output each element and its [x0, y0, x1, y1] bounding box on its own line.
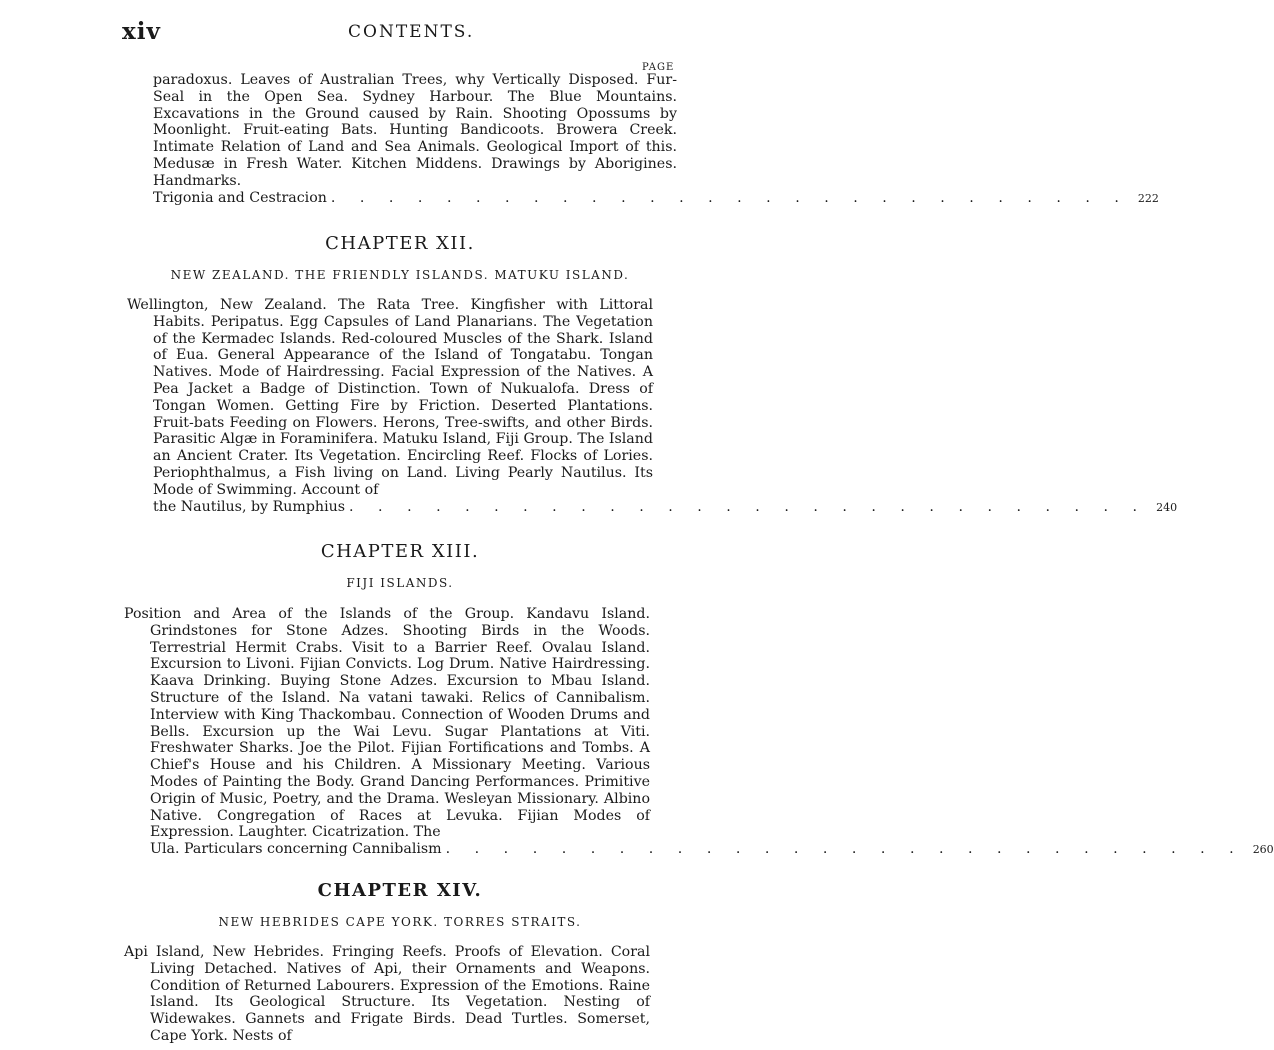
entry-last-line	[153, 189, 1159, 208]
chapter-heading: CHAPTER XIII.	[320, 541, 480, 562]
page-reference: 222	[1137, 191, 1159, 205]
entry-last-text: Trigonia and Cestracion	[153, 189, 327, 206]
entry-body: Wellington, New Zealand. The Rata Tree. Kingfisher with Littoral Habits. Peripatus. Egg Capsules of Land Planarians. The Vegetation of the Kermadec Islands. Red-coloured Muscles of the Shark. Island of Eua. General Appearance of the Island of Tongatabu. Tongan Natives. Mode of Hairdressing. Facial Expression of the Natives. A Pea Jacket a Badge of Distinction. Town of Nukualofa. Dress of Tongan Women. Getting Fire by Friction. Deserted Plantations. Fruit-bats Feeding on Flowers. Herons, Tree-swifts, and other Birds. Parasitic Algæ in Foraminifera. Matuku Island, Fiji Group. The Island an Ancient Crater. Its Vegetation. Encircling Reef. Flocks of Lories. Periophthalmus, a Fish living on Land. Living Pearly Nautilus. Its Mode of Swimming. Account of	[127, 297, 653, 498]
chapter-heading: CHAPTER XII.	[325, 233, 475, 254]
page-reference: 240	[1156, 500, 1178, 514]
entry-body: Api Island, New Hebrides. Fringing Reefs. Proofs of Elevation. Coral Living Detached. Natives of Api, their Ornaments and Weapons. Condition of Returned Labourers. Expression of the Emotions. Raine Island. Its Geological Structure. Its Vegetation. Nesting of Widewakes. Gannets and Frigate Birds. Dead Turtles. Somerset, Cape York. Nests of	[124, 944, 650, 1044]
entry-last-text: Ula. Particulars concerning Cannibalism	[150, 841, 442, 858]
page-column-label: PAGE	[642, 62, 675, 73]
running-title: CONTENTS.	[348, 22, 475, 42]
entry-body: Position and Area of the Islands of the Group. Kandavu Island. Grindstones for Stone Adzes. Shooting Birds in the Woods. Terrestrial Hermit Crabs. Visit to a Barrier Reef. Ovalau Island. Excursion to Livoni. Fijian Convicts. Log Drum. Native Hairdressing. Kaava Drinking. Buying Stone Adzes. Excursion to Mbau Island. Structure of the Island. Na vatani tawaki. Relics of Cannibalism. Interview with King Thackombau. Connection of Wooden Drums and Bells. Excursion up the Wai Levu. Sugar Plantations at Viti. Freshwater Sharks. Joe the Pilot. Fijian Fortifications and Tombs. A Chief's House and his Children. A Missionary Meeting. Various Modes of Painting the Body. Grand Dancing Performances. Primitive Origin of Music, Poetry, and the Drama. Wesleyan Missionary. Albino Native. Congregation of Races at Levuka. Fijian Modes of Expression. Laughter. Cicatrization. The	[124, 606, 650, 841]
dot-leaders: . . . . . . . . . . . . . . . . . . . . . . . . . . . .	[445, 841, 1244, 858]
chapter-subtitle: FIJI ISLANDS.	[346, 576, 454, 590]
chapter-heading: CHAPTER XIV.	[317, 880, 483, 901]
chapter-xiii-synopsis	[124, 606, 1274, 859]
dot-leaders: . . . . . . . . . . . . . . . . . . . . . . . . . . . .	[330, 189, 1129, 206]
page-header	[0, 14, 800, 44]
entry-last-line	[150, 841, 1274, 859]
entry-last-text: the Nautilus, by Rumphius	[153, 498, 346, 515]
page-number: xiv	[122, 18, 161, 45]
entry-last-line	[153, 498, 1178, 517]
chapter-xiv-synopsis	[124, 944, 650, 1045]
entry-body: paradoxus. Leaves of Australian Trees, why Vertically Disposed. Fur-Seal in the Open Sea. Sydney Harbour. The Blue Mountains. Excavations in the Ground caused by Rain. Shooting Opossums by Moonlight. Fruit-eating Bats. Hunting Bandicoots. Browera Creek. Intimate Relation of Land and Sea Animals. Geological Import of this. Medusæ in Fresh Water. Kitchen Middens. Drawings by Aborigines. Handmarks.	[153, 72, 677, 189]
page-reference: 260	[1252, 843, 1274, 857]
chapter-xi-continuation	[153, 72, 1159, 207]
dot-leaders: . . . . . . . . . . . . . . . . . . . . . . . . . . . .	[349, 498, 1148, 515]
chapter-xii-synopsis	[127, 297, 1178, 516]
chapter-subtitle: NEW HEBRIDES CAPE YORK. TORRES STRAITS.	[218, 915, 582, 929]
chapter-subtitle: NEW ZEALAND. THE FRIENDLY ISLANDS. MATUKU ISLAND.	[170, 268, 630, 282]
